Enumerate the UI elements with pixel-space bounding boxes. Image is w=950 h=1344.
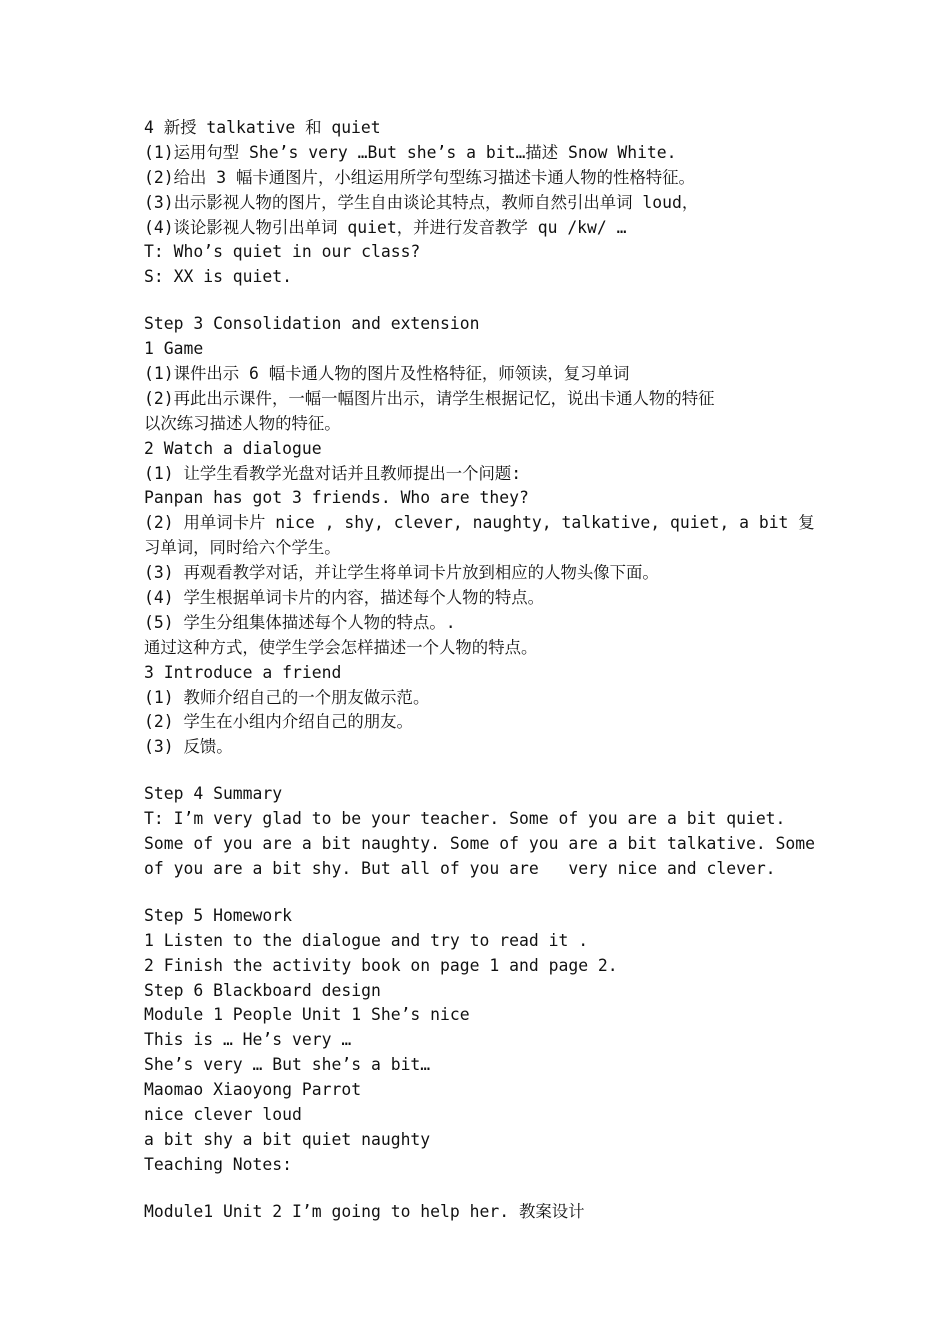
section-next-module — [144, 1200, 824, 1225]
text-line: Module 1 People Unit 1 She’s nice — [144, 1005, 470, 1025]
section-step-3 — [144, 312, 824, 760]
section-step-4 — [144, 782, 824, 882]
text-line: (2) 用单词卡片 nice , shy, clever, naughty, talkative, quiet, a bit 复 — [144, 513, 815, 533]
text-line: Teaching Notes: — [144, 1154, 293, 1174]
paragraph-gap — [144, 290, 824, 312]
text-line: (3) 再观看教学对话，并让学生将单词卡片放到相应的人物头像下面。 — [144, 563, 659, 583]
heading-new-words: 4 新授 talkative 和 quiet — [144, 118, 381, 137]
text-line: (1)运用句型 She’s very …But she’s a bit…描述 Snow White. — [144, 142, 677, 162]
text-line: 2 Watch a dialogue — [144, 438, 322, 458]
text-line: (1) 教师介绍自己的一个朋友做示范。 — [144, 687, 430, 707]
text-line: 1 Listen to the dialogue and try to read it . — [144, 930, 589, 950]
section-new-words — [144, 116, 824, 290]
text-line: Some of you are a bit naughty. Some of you are a bit talkative. Some — [144, 834, 816, 854]
paragraph-gap — [144, 882, 824, 904]
heading-step-6: Step 6 Blackboard design — [144, 980, 381, 1000]
paragraph-gap — [144, 760, 824, 782]
text-line: (2) 学生在小组内介绍自己的朋友。 — [144, 712, 413, 732]
text-line: (4)谈论影视人物引出单词 quiet，并进行发音教学 qu /kw/ … — [144, 217, 627, 237]
text-line: (1) 让学生看教学光盘对话并且教师提出一个问题: — [144, 463, 522, 483]
text-line: a bit shy a bit quiet naughty — [144, 1129, 431, 1149]
text-line: This is … He’s very … — [144, 1030, 352, 1050]
text-line: (3)出示影视人物的图片，学生自由谈论其特点，教师自然引出单词 loud， — [144, 192, 699, 212]
text-line: T: I’m very glad to be your teacher. Some of you are a bit quiet. — [144, 809, 786, 829]
text-line: (2)再此出示课件，一幅一幅图片出示，请学生根据记忆，说出卡通人物的特征 — [144, 388, 715, 408]
document-page — [144, 116, 824, 1225]
text-line: (1)课件出示 6 幅卡通人物的图片及性格特征，师领读，复习单词 — [144, 364, 630, 384]
text-line: She’s very … But she’s a bit… — [144, 1055, 431, 1075]
heading-next-module: Module1 Unit 2 I’m going to help her. 教案设计 — [144, 1201, 585, 1221]
text-line: Panpan has got 3 friends. Who are they? — [144, 488, 529, 508]
text-line: 2 Finish the activity book on page 1 and page 2. — [144, 955, 618, 975]
paragraph-gap — [144, 1178, 824, 1200]
text-line: of you are a bit shy. But all of you are very nice and clever. — [144, 858, 776, 878]
heading-step-5: Step 5 Homework — [144, 905, 293, 925]
text-line: nice clever loud — [144, 1104, 302, 1124]
text-line: 通过这种方式，使学生学会怎样描述一个人物的特点。 — [144, 637, 538, 657]
text-line: (5) 学生分组集体描述每个人物的特点。. — [144, 612, 456, 632]
text-line: (3) 反馈。 — [144, 737, 233, 757]
text-line: Maomao Xiaoyong Parrot — [144, 1080, 362, 1100]
text-line: 习单词，同时给六个学生。 — [144, 538, 341, 558]
text-line: (4) 学生根据单词卡片的内容，描述每个人物的特点。 — [144, 588, 545, 608]
heading-step-3: Step 3 Consolidation and extension — [144, 314, 480, 334]
text-line: T: Who’s quiet in our class? — [144, 242, 421, 262]
text-line: 以次练习描述人物的特征。 — [144, 413, 341, 433]
text-line: (2)给出 3 幅卡通图片，小组运用所学句型练习描述卡通人物的性格特征。 — [144, 167, 695, 187]
text-line: S: XX is quiet. — [144, 267, 293, 287]
section-step-5-6 — [144, 904, 824, 1178]
text-line: 3 Introduce a friend — [144, 662, 342, 682]
text-line: 1 Game — [144, 339, 204, 359]
heading-step-4: Step 4 Summary — [144, 784, 283, 804]
